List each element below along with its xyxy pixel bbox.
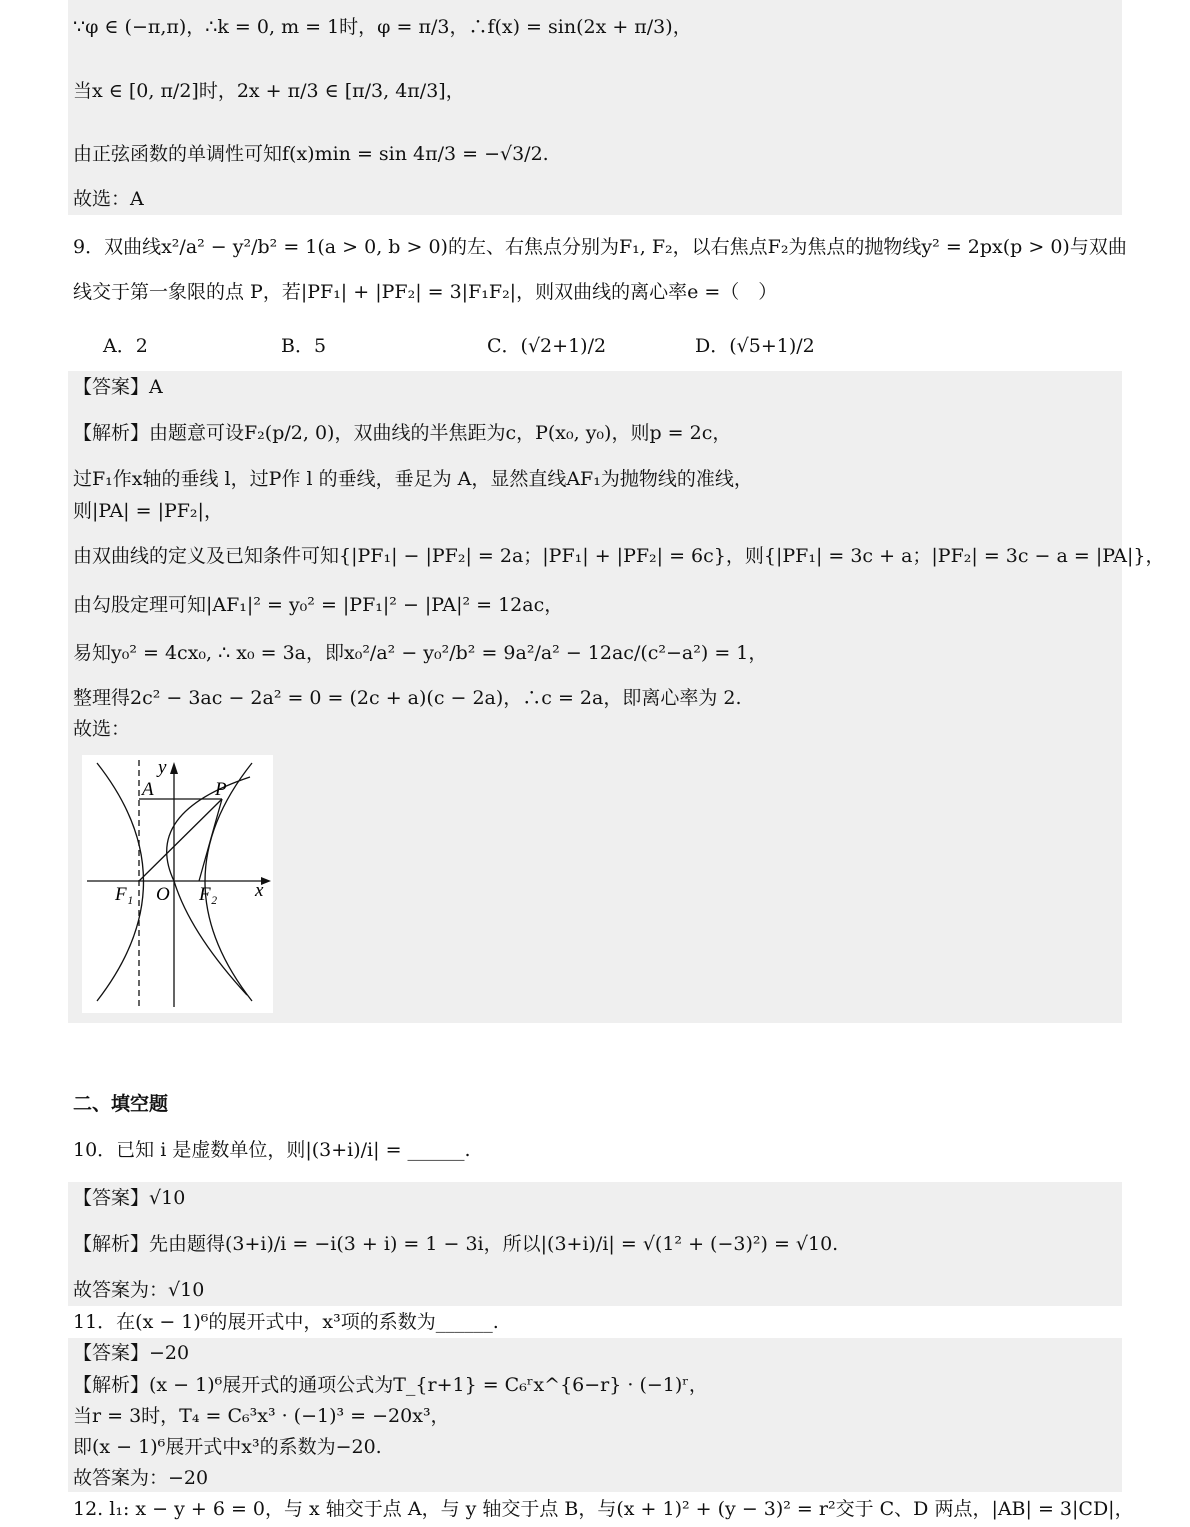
q9-stem-line-1: 9．双曲线x²/a² − y²/b² = 1(a > 0, b > 0)的左、右焦点分别为F₁, F₂，以右焦点F₂为焦点的抛物线y² = 2px(p > 0)与双曲 — [73, 236, 1127, 258]
q9-solution-line-1: 【解析】由题意可设F₂(p/2, 0)，双曲线的半焦距为c，P(x₀, y₀)，则p = 2c， — [73, 422, 732, 444]
label-o: O — [156, 884, 170, 905]
q10-final: 故答案为：√10 — [73, 1279, 205, 1301]
q8-line-1: ∵φ ∈ (−π,π)，∴k = 0, m = 1时，φ = π/3，∴f(x) = sin(2x + π/3)， — [73, 16, 692, 38]
q9-solution-line-2: 过F₁作x轴的垂线 l，过P作 l 的垂线，垂足为 A，显然直线AF₁为抛物线的准线， — [73, 468, 753, 490]
q10-answer: 【答案】√10 — [73, 1187, 186, 1209]
q9-stem-line-2: 线交于第一象限的点 P，若|PF₁| + |PF₂| = 3|F₁F₂|，则双曲线的离心率e =（ ） — [73, 281, 778, 303]
label-a: A — [142, 779, 154, 800]
q9-option-c[interactable]: C．(√2+1)/2 — [487, 335, 607, 357]
q8-line-2: 当x ∈ [0, π/2]时，2x + π/3 ∈ [π/3, 4π/3]， — [73, 80, 465, 102]
q9-solution-line-8: 故选： — [73, 718, 131, 740]
q9-answer: 【答案】A — [73, 376, 163, 398]
q9-option-b[interactable]: B．5 — [281, 335, 327, 357]
hyperbola-parabola-figure — [82, 755, 273, 1013]
q9-solution-line-3: 则|PA| = |PF₂|， — [73, 500, 223, 522]
q11-answer: 【答案】−20 — [73, 1342, 190, 1364]
q9-solution-line-6: 易知y₀² = 4cx₀, ∴ x₀ = 3a，即x₀²/a² − y₀²/b² = 9a²/a² − 12ac/(c²−a²) = 1， — [73, 642, 768, 664]
q11-stem: 11．在(x − 1)⁶的展开式中，x³项的系数为______. — [73, 1311, 499, 1333]
q9-solution-line-4: 由双曲线的定义及已知条件可知{|PF₁| − |PF₂| = 2a；|PF₁| + |PF₂| = 6c}，则{|PF₁| = 3c + a；|PF₂| = 3c − a = |PA|}， — [73, 545, 1165, 567]
q9-solution-line-5: 由勾股定理可知|AF₁|² = y₀² = |PF₁|² − |PA|² = 12ac， — [73, 594, 564, 616]
section-heading: 二、填空题 — [73, 1093, 169, 1115]
q8-line-4: 故选：A — [73, 188, 144, 210]
q8-line-3: 由正弦函数的单调性可知f(x)min = sin 4π/3 = −√3/2. — [73, 143, 549, 165]
q12-stem: 12. l₁: x − y + 6 = 0，与 x 轴交于点 A，与 y 轴交于点 B，与(x + 1)² + (y − 3)² = r²交于 C、D 两点，|AB| = 3|CD|， — [73, 1498, 1134, 1520]
q9-option-a[interactable]: A．2 — [103, 335, 148, 357]
q9-solution-line-7: 整理得2c² − 3ac − 2a² = 0 = (2c + a)(c − 2a)，∴c = 2a，即离心率为 2. — [73, 687, 742, 709]
figure-background — [82, 755, 273, 1013]
label-p: P — [215, 779, 227, 800]
q10-stem: 10．已知 i 是虚数单位，则|(3+i)/i| = ______. — [73, 1139, 471, 1161]
q11-solution-line-3: 即(x − 1)⁶展开式中x³的系数为−20. — [73, 1436, 382, 1458]
q9-option-d[interactable]: D．(√5+1)/2 — [695, 335, 815, 357]
q11-solution-line-4: 故答案为：−20 — [73, 1467, 209, 1489]
label-f1: F₁ — [115, 884, 134, 905]
q10-solution: 【解析】先由题得(3+i)/i = −i(3 + i) = 1 − 3i，所以|(3+i)/i| = √(1² + (−3)²) = √10. — [73, 1233, 839, 1255]
label-f2: F₂ — [199, 884, 218, 905]
label-y: y — [158, 757, 167, 778]
q11-solution-line-2: 当r = 3时，T₄ = C₆³x³ · (−1)³ = −20x³， — [73, 1405, 450, 1427]
q11-solution-line-1: 【解析】(x − 1)⁶展开式的通项公式为T_{r+1} = C₆ʳx^{6−r} · (−1)ʳ， — [73, 1374, 708, 1396]
label-x: x — [255, 880, 264, 901]
